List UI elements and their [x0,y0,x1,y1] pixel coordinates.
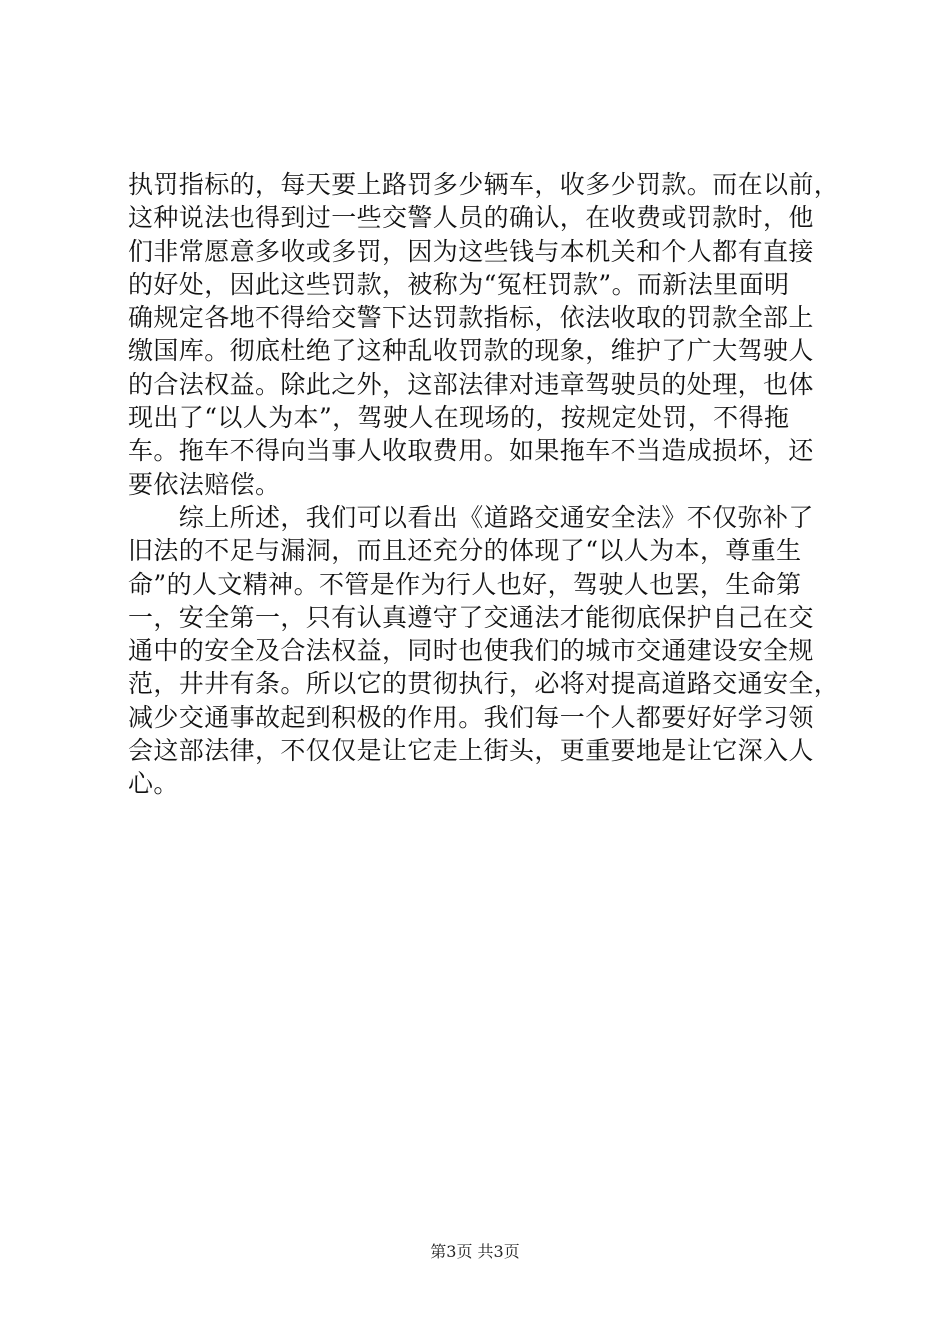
text-line: 通中的安全及合法权益，同时也使我们的城市交通建设安全规 [128,636,814,666]
text-line: 会这部法律，不仅仅是让它走上街头，更重要地是让它深入人 [128,736,814,766]
text-line: 命”的人文精神。不管是作为行人也好，驾驶人也罢，生命第 [128,569,802,599]
text-line: 执罚指标的，每天要上路罚多少辆车，收多少罚款。而在以前， [128,170,840,199]
text-line: 的合法权益。除此之外，这部法律对违章驾驶员的处理，也体 [128,369,814,399]
text-line: 要依法赔偿。 [128,469,281,499]
text-line: 车。拖车不得向当事人收取费用。如果拖车不当造成损坏，还 [128,436,814,466]
text-line: 旧法的不足与漏洞，而且还充分的体现了“以人为本，尊重生 [128,536,802,566]
page-number-footer: 第3页 共3页 [430,1242,520,1261]
text-line: 确规定各地不得给交警下达罚款指标，依法收取的罚款全部上 [128,303,814,333]
text-line: 心。 [128,769,179,799]
text-line: 一，安全第一，只有认真遵守了交通法才能彻底保护自己在交 [128,602,814,632]
text-line: 现出了“以人为本”，驾驶人在现场的，按规定处罚，不得拖 [128,403,790,433]
text-line: 们非常愿意多收或多罚，因为这些钱与本机关和个人都有直接 [128,236,814,266]
body-text [128,168,840,801]
text-line: 范，井井有条。所以它的贯彻执行，必将对提高道路交通安全， [128,669,840,699]
text-line: 综上所述，我们可以看出《道路交通安全法》不仅弥补了 [128,502,814,532]
text-line: 的好处，因此这些罚款，被称为“冤枉罚款”。而新法里面明 [128,269,790,299]
text-line: 这种说法也得到过一些交警人员的确认，在收费或罚款时，他 [128,203,814,233]
text-line: 缴国库。彻底杜绝了这种乱收罚款的现象，维护了广大驾驶人 [128,336,814,366]
text-line: 减少交通事故起到积极的作用。我们每一个人都要好好学习领 [128,702,814,732]
